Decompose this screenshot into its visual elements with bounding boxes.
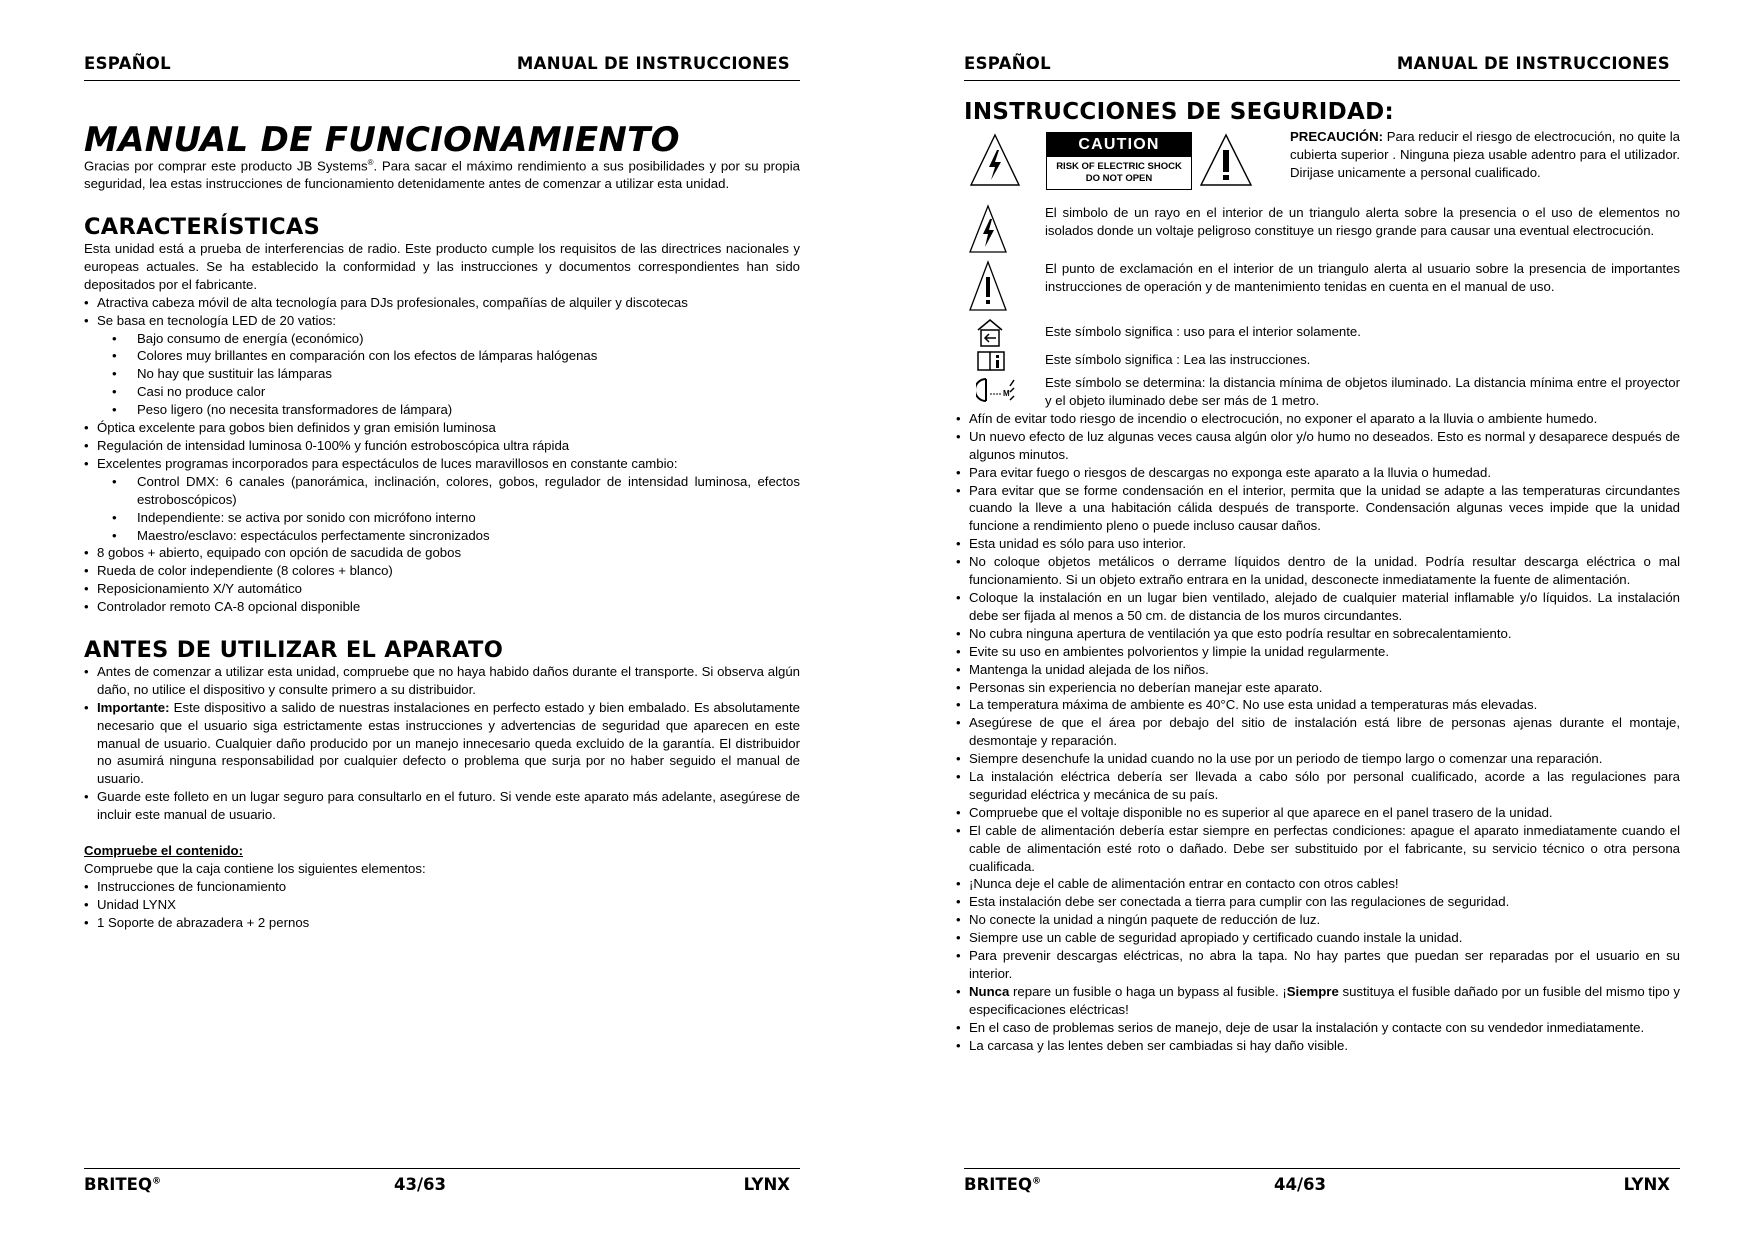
list-item: • Asegúrese de que el área por debajo del sitio de instalación está libre de personas ajenas durante el montaje, desmontaje y reparación. — [956, 714, 1680, 750]
lightning-triangle-icon — [968, 204, 1008, 254]
list-item: • Personas sin experiencia no deberían manejar este aparato. — [956, 679, 1680, 697]
list-item: • Atractiva cabeza móvil de alta tecnología para DJs profesionales, compañías de alquiler y discotecas — [84, 294, 800, 312]
exclamation-warning-icon — [1198, 132, 1254, 188]
left-page-body — [84, 120, 800, 932]
distance-symbol-text: Este símbolo se determina: la distancia mínima de objetos iluminado. La distancia mínima entre el proyector y el objeto iluminado debe ser más de 1 metro. — [1045, 374, 1680, 408]
list-item: • Maestro/esclavo: espectáculos perfectamente sincronizados — [84, 527, 800, 545]
caution-text: RISK OF ELECTRIC SHOCK DO NOT OPEN — [1056, 160, 1182, 185]
page-footer — [964, 1168, 1680, 1199]
left-page — [84, 0, 804, 1240]
features-heading: CARACTERÍSTICAS — [84, 214, 321, 241]
list-item: • ¡Nunca deje el cable de alimentación entrar en contacto con otros cables! — [956, 875, 1680, 893]
page-footer — [84, 1168, 800, 1199]
list-item: • Óptica excelente para gobos bien definidos y gran emisión luminosa — [84, 419, 800, 437]
header-manual-title: MANUAL DE INSTRUCCIONES — [516, 54, 790, 73]
list-item: • Importante: Este dispositivo a salido de nuestras instalaciones en perfecto estado y bien embalado. Es absolutamente necesario que el usuario siga estrictamente estas instrucciones y advertencias de seguridad que aparecen en este manual de usuario. Cualquier daño producido por un manejo innecesario queda excluido de la garantía. El distribuidor no asumirá ninguna responsabilidad por cualquier defecto o problema que surja por no haber seguido el manual de usuario. — [84, 699, 800, 789]
check-contents-heading: Compruebe el contenido: — [84, 843, 243, 859]
indoor-symbol-row — [964, 318, 1680, 346]
features-intro: Esta unidad está a prueba de interferencias de radio. Este producto cumple los requisitos de las directrices nacionales y europeas actuales. Se ha establecido la conformidad y las instrucciones y documentos correspondientes han sido depositados por el fabricante. — [84, 241, 800, 292]
list-item: • La temperatura máxima de ambiente es 40°C. No use esta unidad a temperaturas más elevadas. — [956, 696, 1680, 714]
before-use-heading: ANTES DE UTILIZAR EL APARATO — [84, 637, 504, 664]
list-item: • Unidad LYNX — [84, 896, 800, 914]
exclamation-symbol-text: El punto de exclamación en el interior de un triangulo alerta al usuario sobre la presencia de importantes instrucciones de operación y de mantenimiento tenidas en cuenta en el manual de uso. — [1045, 260, 1680, 294]
list-item: • La carcasa y las lentes deben ser cambiadas si hay daño visible. — [956, 1037, 1680, 1055]
led-sublist — [84, 330, 800, 420]
list-item: • Controlador remoto CA-8 opcional disponible — [84, 598, 800, 616]
list-item: • 1 Soporte de abrazadera + 2 pernos — [84, 914, 800, 932]
list-item: • Rueda de color independiente (8 colores + blanco) — [84, 562, 800, 580]
caution-title: CAUTION — [1047, 133, 1191, 157]
intro-paragraph: Gracias por comprar este producto JB Systems®. Para sacar el máximo rendimiento a sus posibilidades y por su propia seguridad, lea estas instrucciones de funcionamiento detenidamente antes de comenzar a utilizar esta unidad. — [84, 157, 800, 192]
list-item: • Coloque la instalación en un lugar bien ventilado, alejado de cualquier material inflamable y/o líquidos. La instalación debe ser fijada al menos a 50 cm. de distancia de los muros circundantes. — [956, 589, 1680, 625]
footer-brand: BRITEQ® — [84, 1175, 161, 1194]
page-number: 44/63 — [1274, 1175, 1326, 1194]
programs-sublist — [84, 473, 800, 545]
header-language: ESPAÑOL — [964, 54, 1051, 73]
list-item: • Para evitar fuego o riesgos de descargas no exponga este aparato a la lluvia o humedad. — [956, 464, 1680, 482]
list-item: • Compruebe que el voltaje disponible no es superior al que aparece en el panel trasero de la unidad. — [956, 804, 1680, 822]
exclamation-symbol-row — [964, 260, 1680, 312]
list-item: • Un nuevo efecto de luz algunas veces causa algún olor y/o humo no deseados. Esto es normal y desaparece después de algunos minutos. — [956, 428, 1680, 464]
list-item: • Para prevenir descargas eléctricas, no abra la tapa. No hay partes que puedan ser reparadas por el usuario en su interior. — [956, 947, 1680, 983]
lightning-warning-icon — [968, 132, 1022, 188]
list-item: • Peso ligero (no necesita transformadores de lámpara) — [84, 401, 800, 419]
list-item: • Siempre desenchufe la unidad cuando no la use por un periodo de tiempo largo o comenzar una reparación. — [956, 750, 1680, 768]
list-item: • Para evitar que se forme condensación en el interior, permita que la unidad se adapte a las temperaturas circundantes cuando la lleve a una habitación cálida después de transporte. Condensación algunas veces impide que la unidad funcione a rendimiento pleno o puede incluso causar daños. — [956, 482, 1680, 536]
list-item: • Casi no produce calor — [84, 383, 800, 401]
indoor-house-icon — [976, 318, 1004, 348]
lightning-symbol-row — [964, 204, 1680, 256]
list-item: • Se basa en tecnología LED de 20 vatios: — [84, 312, 800, 330]
lightning-symbol-text: El simbolo de un rayo en el interior de un triangulo alerta sobre la presencia o el uso de elementos no isolados donde un voltaje peligroso constituye un riesgo grande para causar una eventual electrocución. — [1045, 204, 1680, 238]
list-item: • Reposicionamiento X/Y automático — [84, 580, 800, 598]
footer-brand: BRITEQ® — [964, 1175, 1041, 1194]
header-manual-title: MANUAL DE INSTRUCCIONES — [1396, 54, 1670, 73]
list-item: • 8 gobos + abierto, equipado con opción de sacudida de gobos — [84, 544, 800, 562]
svg-text:M: M — [1003, 388, 1010, 398]
page-header — [84, 54, 800, 81]
list-item: • Esta instalación debe ser conectada a tierra para cumplir con las regulaciones de seguridad. — [956, 893, 1680, 911]
caution-row — [964, 128, 1680, 204]
minimum-distance-icon — [976, 376, 1020, 404]
read-symbol-text: Este símbolo significa : Lea las instrucciones. — [1045, 351, 1311, 367]
distance-symbol-row — [964, 374, 1680, 410]
list-item: • Siempre use un cable de seguridad apropiado y certificado cuando instale la unidad. — [956, 929, 1680, 947]
exclamation-triangle-icon — [968, 260, 1008, 312]
page-number: 43/63 — [394, 1175, 446, 1194]
list-item: • Esta unidad es sólo para uso interior. — [956, 535, 1680, 553]
list-item: • No coloque objetos metálicos o derrame líquidos dentro de la unidad. Podría resultar descarga eléctrica o mal funcionamiento. Si un objeto extraño entrara en la unidad, desconecte inmediatamente la fuente de alimentación. — [956, 553, 1680, 589]
list-item: • Independiente: se activa por sonido con micrófono interno — [84, 509, 800, 527]
list-item: • Evite su uso en ambientes polvorientos y limpie la unidad regularmente. — [956, 643, 1680, 661]
list-item: • El cable de alimentación debería estar siempre en perfectas condiciones: apague el aparato inmediatamente cuando el cable de alimentación esté roto o dañado. Debe ser substituido por el fabricante, su servicio técnico o otra persona cualificada. — [956, 822, 1680, 876]
indoor-symbol-text: Este símbolo significa : uso para el interior solamente. — [1045, 323, 1361, 339]
safety-heading: INSTRUCCIONES DE SEGURIDAD: — [964, 99, 1395, 125]
list-item: • Antes de comenzar a utilizar esta unidad, compruebe que no haya habido daños durante el transporte. Si observa algún daño, no utilice el dispositivo y consulte primero a su distribuidor. — [84, 663, 800, 699]
footer-model: LYNX — [743, 1175, 790, 1194]
list-item: • Excelentes programas incorporados para espectáculos de luces maravillosos en constante cambio: — [84, 455, 800, 473]
safety-list — [956, 410, 1680, 1055]
list-item: • Control DMX: 6 canales (panorámica, inclinación, colores, gobos, regulador de intensidad luminosa, efectos estroboscópicos) — [84, 473, 800, 509]
list-item: • Regulación de intensidad luminosa 0-100% y función estroboscópica ultra rápida — [84, 437, 800, 455]
list-item: • Instrucciones de funcionamiento — [84, 878, 800, 896]
right-page — [964, 0, 1684, 1240]
header-language: ESPAÑOL — [84, 54, 171, 73]
right-page-body — [964, 99, 1680, 1055]
manual-title: MANUAL DE FUNCIONAMIENTO — [84, 120, 680, 160]
read-symbol-row — [964, 348, 1680, 372]
list-item: • Bajo consumo de energía (económico) — [84, 330, 800, 348]
page-header — [964, 54, 1680, 81]
list-item: • En el caso de problemas serios de manejo, deje de usar la instalación y contacte con su vendedor inmediatamente. — [956, 1019, 1680, 1037]
list-item: • Guarde este folleto en un lugar seguro para consultarlo en el futuro. Si vende este aparato más adelante, asegúrese de incluir este manual de usuario. — [84, 788, 800, 824]
list-item: • Colores muy brillantes en comparación con los efectos de lámparas halógenas — [84, 347, 800, 365]
list-item: • No hay que sustituir las lámparas — [84, 365, 800, 383]
read-manual-icon — [976, 348, 1006, 372]
features-list — [84, 294, 800, 330]
list-item: • Nunca repare un fusible o haga un bypass al fusible. ¡Siempre sustituya el fusible dañado por un fusible del mismo tipo y especificaciones eléctricas! — [956, 983, 1680, 1019]
before-use-list — [84, 663, 800, 824]
contents-list — [84, 878, 800, 932]
list-item: • Afín de evitar todo riesgo de incendio o electrocución, no exponer el aparato a la lluvia o ambiente humedo. — [956, 410, 1680, 428]
list-item: • Mantenga la unidad alejada de los niños. — [956, 661, 1680, 679]
list-item: • No cubra ninguna apertura de ventilación ya que esto podría resultar en sobrecalentamiento. — [956, 625, 1680, 643]
check-contents-intro: Compruebe que la caja contiene los siguientes elementos: — [84, 861, 426, 877]
list-item: • No conecte la unidad a ningún paquete de reducción de luz. — [956, 911, 1680, 929]
list-item: • La instalación eléctrica debería ser llevada a cabo sólo por personal cualificado, acorde a las regulaciones para seguridad eléctrica y mecánica de su país. — [956, 768, 1680, 804]
caution-paragraph: PRECAUCIÓN: Para reducir el riesgo de electrocución, no quite la cubierta superior . Ninguna pieza usable adentro para el utilizador. Dirijase unicamente a personal cualificado. — [1290, 128, 1680, 180]
footer-model: LYNX — [1623, 1175, 1670, 1194]
caution-label — [1046, 132, 1192, 190]
